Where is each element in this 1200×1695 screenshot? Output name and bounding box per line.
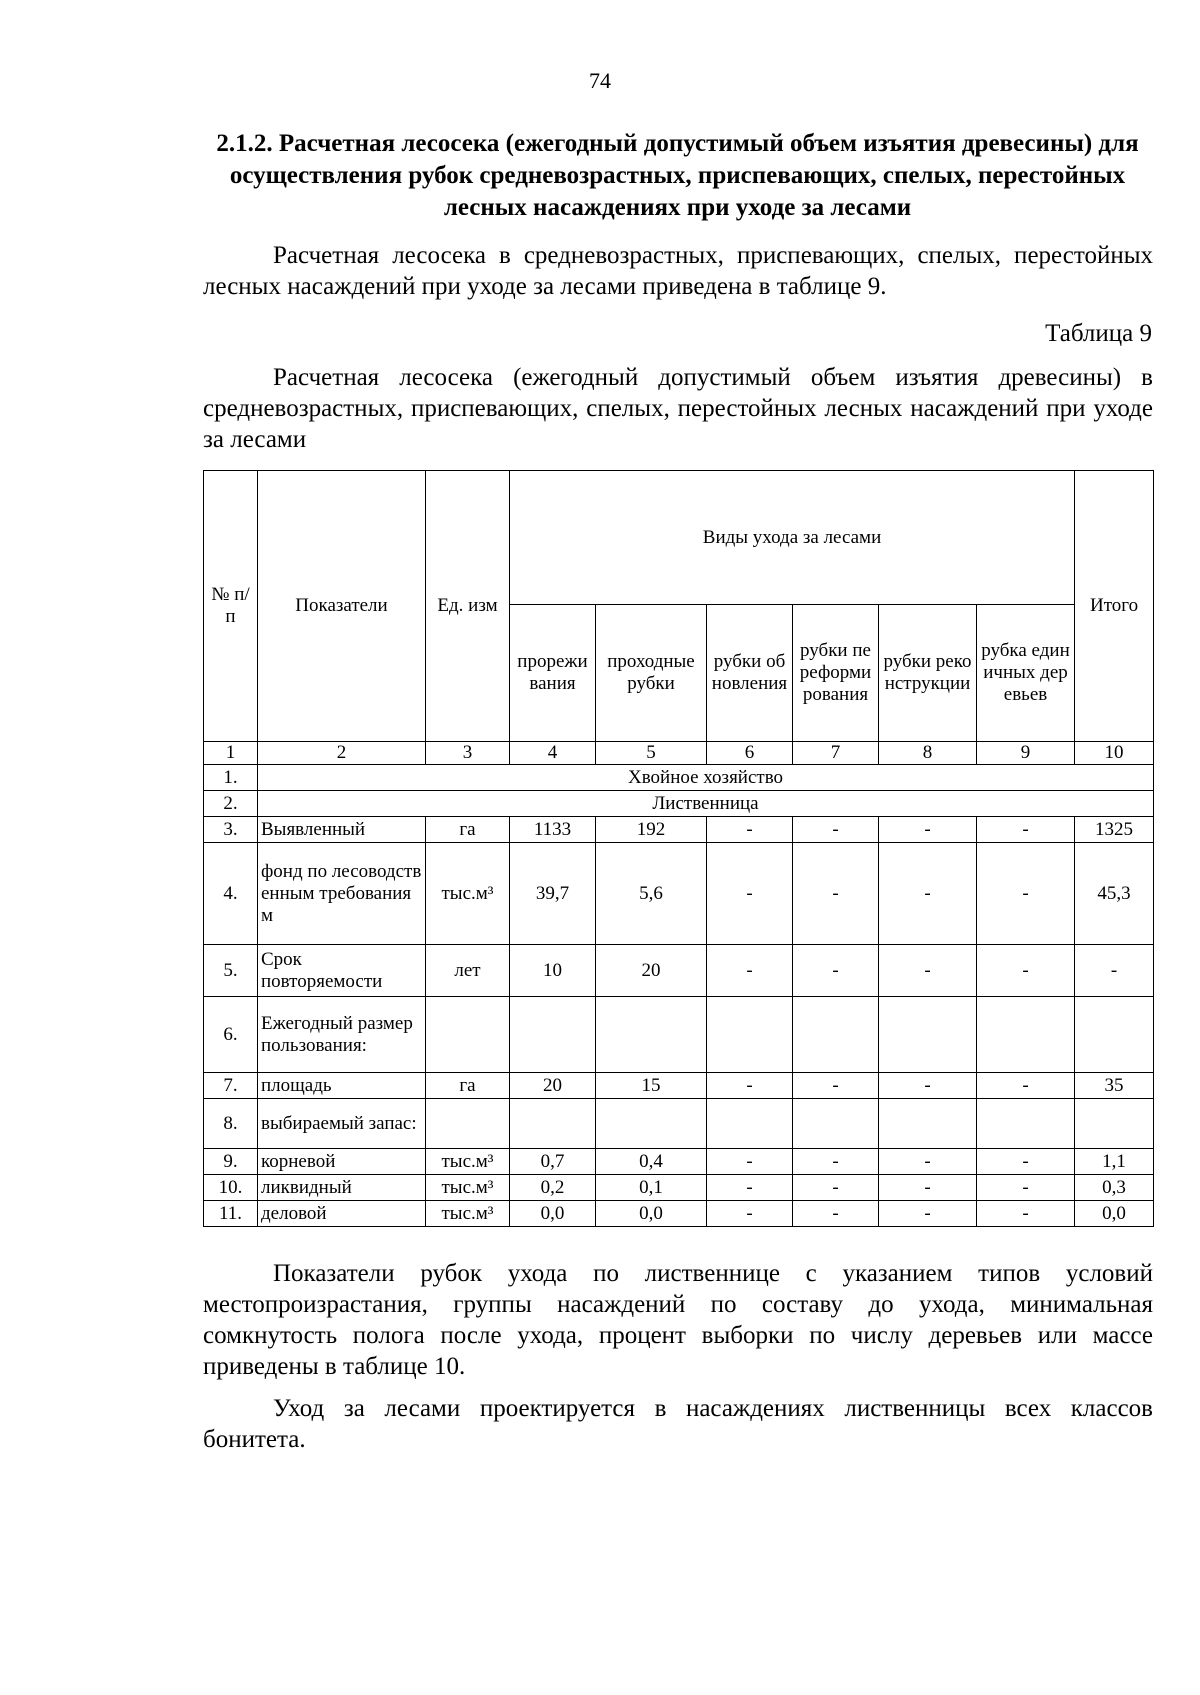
row-indicator: фонд по лесоводственным требованиям [258,843,426,945]
header-no: № п/п [204,471,258,742]
row-unit: тыс.м³ [426,843,510,945]
row-value: - [707,1073,793,1099]
table-row [204,817,1154,843]
row-total: 0,0 [1075,1201,1154,1227]
row-value: 1133 [510,817,596,843]
section-row [204,765,1154,791]
paragraph-care-scope: Уход за лесами проектируется в насаждениях лиственницы всех классов бонитета. [203,1395,1153,1453]
row-total: 0,3 [1075,1175,1154,1201]
column-numbers-row [204,742,1154,765]
row-number: 7. [204,1073,258,1099]
row-value: - [707,945,793,997]
row-number: 3. [204,817,258,843]
header-type-passage: проходные рубки [596,605,707,742]
row-value: - [707,1175,793,1201]
row-value: - [707,817,793,843]
row-indicator: выбираемый запас: [258,1099,426,1149]
row-indicator: ликвидный [258,1175,426,1201]
row-value: - [707,843,793,945]
column-number: 10 [1075,742,1154,765]
row-total [1075,997,1154,1073]
row-value: - [793,1175,879,1201]
header-total: Итого [1075,471,1154,742]
header-indicator: Показатели [258,471,426,742]
row-indicator: площадь [258,1073,426,1099]
row-value: 0,0 [510,1201,596,1227]
row-value [793,1099,879,1149]
row-value: - [793,843,879,945]
header-unit: Ед. изм [426,471,510,742]
column-number: 4 [510,742,596,765]
row-number: 4. [204,843,258,945]
row-unit: тыс.м³ [426,1175,510,1201]
row-value: - [977,843,1075,945]
row-value: 20 [596,945,707,997]
row-total [1075,1099,1154,1149]
table-row [204,1073,1154,1099]
row-value: 10 [510,945,596,997]
table-label: Таблица 9 [1045,320,1152,347]
header-type-reconstruction: рубки реконструкции [879,605,977,742]
table-row [204,1099,1154,1149]
table-caption: Расчетная лесосека (ежегодный допустимый объем изъятия древесины) в средневозрастных, приспевающих, спелых, перестойных лесных насаждений при уходе за лесами [203,364,1153,453]
row-value: 0,4 [596,1149,707,1175]
table-row [204,945,1154,997]
row-value: - [879,1073,977,1099]
row-value: - [977,1073,1075,1099]
section-label: Лиственница [258,791,1154,817]
column-number: 6 [707,742,793,765]
row-total: 1,1 [1075,1149,1154,1175]
row-unit [426,1099,510,1149]
row-value: 39,7 [510,843,596,945]
row-number: 11. [204,1201,258,1227]
row-value: - [977,945,1075,997]
allowable-cut-table [203,470,1154,1227]
row-value: - [879,843,977,945]
row-indicator: Выявленный [258,817,426,843]
row-number: 8. [204,1099,258,1149]
row-value: - [879,1175,977,1201]
row-number: 2. [204,791,258,817]
row-value: 0,1 [596,1175,707,1201]
column-number: 3 [426,742,510,765]
row-value: - [707,1149,793,1175]
row-total: 35 [1075,1073,1154,1099]
row-indicator: Ежегодный размер пользования: [258,997,426,1073]
row-total: - [1075,945,1154,997]
section-label: Хвойное хозяйство [258,765,1154,791]
row-value [707,997,793,1073]
table-row [204,1149,1154,1175]
row-value: 15 [596,1073,707,1099]
row-value: - [977,817,1075,843]
row-value [510,997,596,1073]
table-row [204,997,1154,1073]
row-unit: га [426,817,510,843]
row-value: 192 [596,817,707,843]
header-type-single-trees: рубка единичных деревьев [977,605,1075,742]
row-unit [426,997,510,1073]
row-value: 0,0 [596,1201,707,1227]
column-number: 8 [879,742,977,765]
row-value: 0,7 [510,1149,596,1175]
row-number: 10. [204,1175,258,1201]
table-row [204,843,1154,945]
row-value [977,1099,1075,1149]
table-row [204,1175,1154,1201]
row-indicator: Срок повторяемости [258,945,426,997]
row-number: 6. [204,997,258,1073]
row-value: - [793,1201,879,1227]
row-value [793,997,879,1073]
row-indicator: деловой [258,1201,426,1227]
row-unit: тыс.м³ [426,1201,510,1227]
row-value: - [977,1149,1075,1175]
column-number: 1 [204,742,258,765]
row-value: 20 [510,1073,596,1099]
row-number: 5. [204,945,258,997]
intro-paragraph: Расчетная лесосека в средневозрастных, приспевающих, спелых, перестойных лесных насаждений при уходе за лесами приведена в таблице 9. [203,242,1153,300]
row-value [596,1099,707,1149]
row-value [879,1099,977,1149]
row-value: 0,2 [510,1175,596,1201]
row-value: 5,6 [596,843,707,945]
row-total: 45,3 [1075,843,1154,945]
row-value [596,997,707,1073]
column-number: 9 [977,742,1075,765]
row-value [707,1099,793,1149]
column-number: 2 [258,742,426,765]
row-unit: га [426,1073,510,1099]
table-row [204,1201,1154,1227]
row-value: - [793,945,879,997]
column-number: 5 [596,742,707,765]
row-unit: лет [426,945,510,997]
header-type-reformation: рубки переформирования [793,605,879,742]
row-value: - [793,1149,879,1175]
section-heading: 2.1.2. Расчетная лесосека (ежегодный допустимый объем изъятия древесины) для осуществления рубок средневозрастных, приспевающих, спелых, перестойных лесных насаждениях при уходе за лесами [216,130,1139,221]
row-value: - [793,1073,879,1099]
header-type-renewal: рубки обновления [707,605,793,742]
row-value: - [977,1201,1075,1227]
row-value [977,997,1075,1073]
row-value: - [879,1149,977,1175]
row-value: - [879,817,977,843]
header-types-group: Виды ухода за лесами [510,471,1075,605]
row-number: 1. [204,765,258,791]
column-number: 7 [793,742,879,765]
row-value: - [879,1201,977,1227]
row-total: 1325 [1075,817,1154,843]
row-indicator: корневой [258,1149,426,1175]
row-value: - [977,1175,1075,1201]
header-type-thinning: прореживания [510,605,596,742]
row-value: - [879,945,977,997]
page-number: 74 [589,68,611,93]
row-value [879,997,977,1073]
row-value [510,1099,596,1149]
paragraph-table-10-reference: Показатели рубок ухода по лиственнице с указанием типов условий местопроизрастания, группы насаждений по составу до ухода, минимальная сомкнутость полога после ухода, процент выборки по числу деревьев или массе приведены в таблице 10. [203,1260,1153,1380]
row-number: 9. [204,1149,258,1175]
row-value: - [707,1201,793,1227]
row-value: - [793,817,879,843]
row-unit: тыс.м³ [426,1149,510,1175]
section-row [204,791,1154,817]
